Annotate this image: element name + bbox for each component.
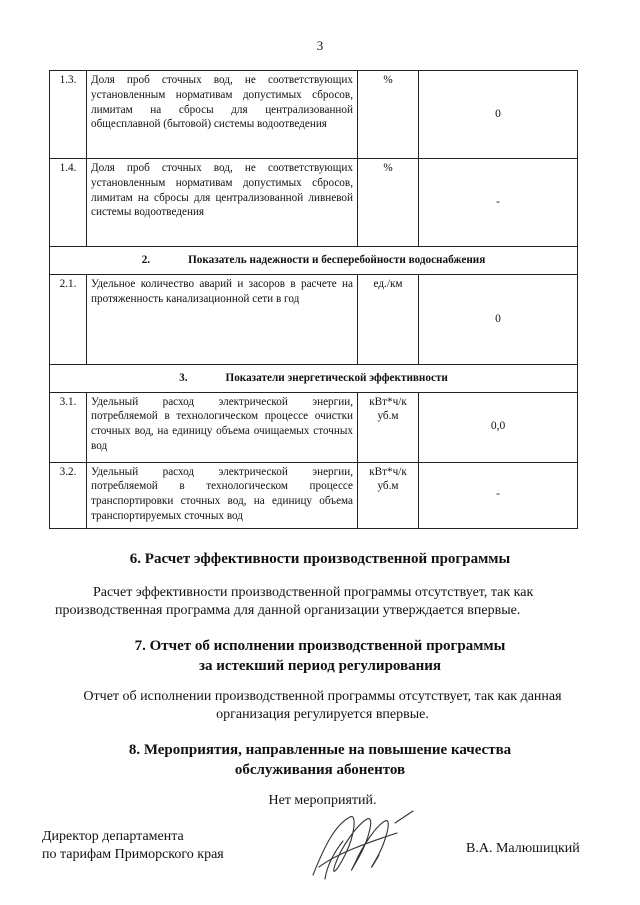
unit-cell: % bbox=[358, 159, 419, 247]
signatory-position-line1: Директор департамента bbox=[42, 829, 184, 844]
value-cell: 0 bbox=[419, 71, 578, 159]
table-row bbox=[50, 392, 578, 462]
indicator-description-cell: Удельное количество аварий и засоров в расчете на протяженность канализационной сети в год bbox=[87, 274, 358, 364]
indicator-description-cell: Удельный расход электрической энергии, потребляемой в технологическом процессе транспортировки сточных вод, на единицу объема транспортируемых сточных вод bbox=[87, 462, 358, 528]
section-6-text: Расчет эффективности производственной программы отсутствует, так как производственная программа для данной организации утверждается впервые. bbox=[55, 585, 534, 619]
indicator-description-cell: Доля проб сточных вод, не соответствующих установленным нормативам допустимых сбросов, лимитам на сбросы для централизованной общесплавной (бытовой) системы водоотведения bbox=[87, 71, 358, 159]
section-8-heading-line1: 8. Мероприятия, направленные на повышение качества bbox=[128, 742, 512, 758]
section-7-heading-line2: за истекший период регулирования bbox=[198, 657, 442, 674]
section-title: Показатели энергетической эффективности bbox=[225, 371, 448, 384]
row-number-cell: 2.1. bbox=[50, 274, 87, 364]
table-row bbox=[50, 274, 578, 364]
section-7-text: Отчет об исполнении производственной программы отсутствует, так как данная организация регулируется впервые. bbox=[83, 689, 562, 723]
section-title: Показатель надежности и бесперебойности водоснабжения bbox=[188, 254, 486, 266]
signatory-name: В.А. Малюшицкий bbox=[466, 841, 580, 856]
row-number-cell: 3.2. bbox=[50, 462, 87, 528]
page-number: 3 bbox=[316, 38, 324, 53]
section-title-cell bbox=[50, 364, 578, 392]
row-number-cell: 1.4. bbox=[50, 159, 87, 247]
value-cell: 0,0 bbox=[419, 392, 578, 462]
indicator-description-cell: Удельный расход электрической энергии, потребляемой в технологическом процессе очистки сточных вод, на единицу объема очищаемых сточных вод bbox=[87, 392, 358, 462]
unit-cell: кВт*ч/к уб.м bbox=[358, 392, 419, 462]
signatory-position bbox=[42, 828, 224, 865]
section-8-heading-line2: обслуживания абонентов bbox=[234, 761, 406, 778]
section-title-cell bbox=[50, 247, 578, 275]
value-cell: - bbox=[419, 159, 578, 247]
handwritten-signature bbox=[305, 805, 420, 885]
value-cell: - bbox=[419, 462, 578, 528]
section-8-heading bbox=[0, 741, 640, 780]
table-section-row bbox=[50, 247, 578, 275]
unit-cell: кВт*ч/к уб.м bbox=[358, 462, 419, 528]
signatory-position-line2: по тарифам Приморского края bbox=[42, 847, 224, 863]
section-7-heading bbox=[0, 637, 640, 676]
section-6-heading: 6. Расчет эффективности производственной программы bbox=[129, 551, 511, 567]
row-number-cell: 1.3. bbox=[50, 71, 87, 159]
section-number: 3. bbox=[179, 371, 188, 384]
value-cell: 0 bbox=[419, 274, 578, 364]
section-number: 2. bbox=[141, 254, 151, 266]
indicator-description-cell: Доля проб сточных вод, не соответствующих установленным нормативам допустимых сбросов, лимитам на сбросы для централизованной ливневой системы водоотведения bbox=[87, 159, 358, 247]
unit-cell: ед./км bbox=[358, 274, 419, 364]
table-section-row bbox=[50, 364, 578, 392]
row-number-cell: 3.1. bbox=[50, 392, 87, 462]
section-7-heading-line1: 7. Отчет об исполнении производственной программы bbox=[134, 638, 506, 654]
unit-cell: % bbox=[358, 71, 419, 159]
section-8-text: Нет мероприятий. bbox=[268, 793, 377, 808]
indicators-table bbox=[49, 70, 578, 529]
table-row bbox=[50, 159, 578, 247]
table-row bbox=[50, 71, 578, 159]
table-row bbox=[50, 462, 578, 528]
